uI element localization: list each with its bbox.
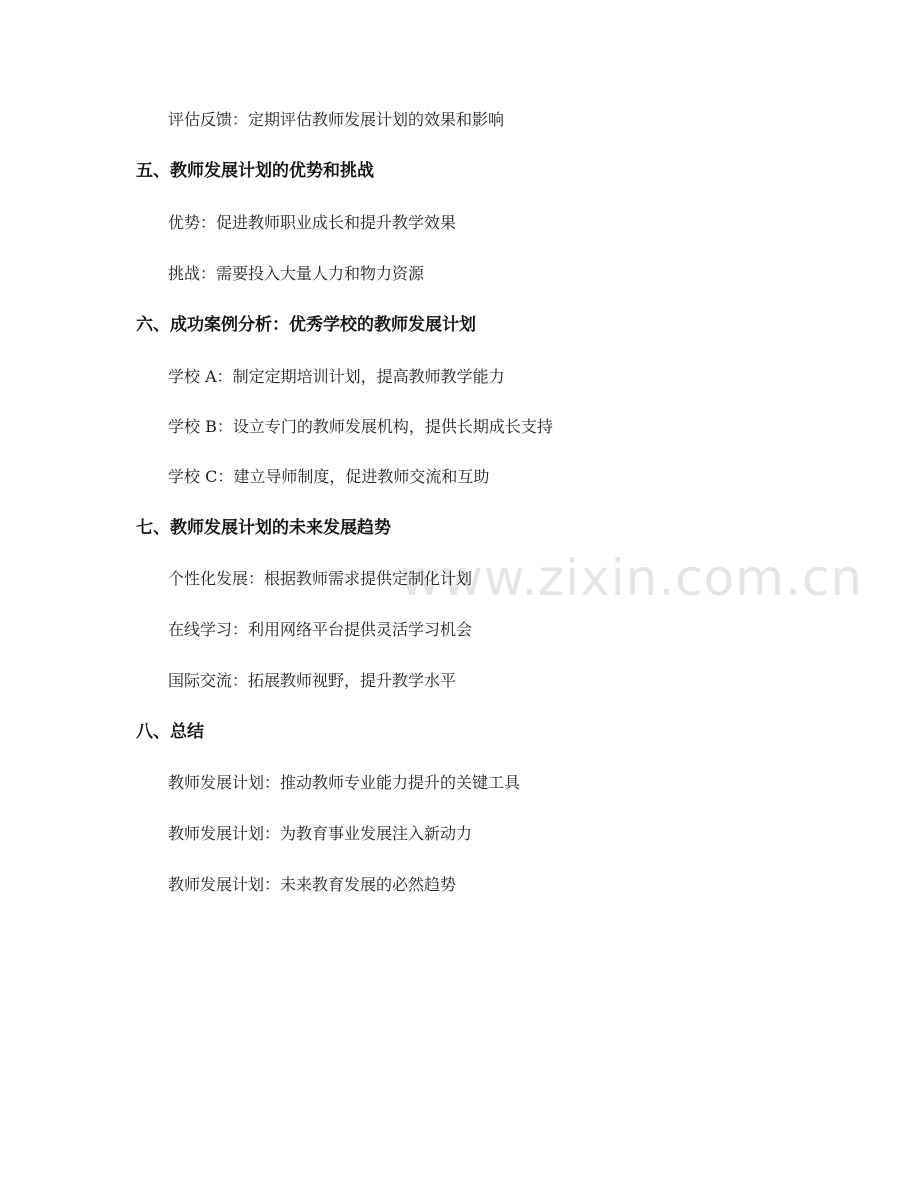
list-item: 教师发展计划：推动教师专业能力提升的关键工具: [168, 773, 521, 792]
section-heading: 八、总结: [136, 722, 204, 742]
section-heading: 六、成功案例分析：优秀学校的教师发展计划: [136, 315, 476, 335]
list-item: 优势：促进教师职业成长和提升教学效果: [168, 213, 457, 232]
list-item: 学校 A：制定定期培训计划，提高教师教学能力: [168, 367, 505, 386]
list-item: 教师发展计划：为教育事业发展注入新动力: [168, 824, 473, 843]
list-item: 国际交流：拓展教师视野，提升教学水平: [168, 671, 457, 690]
list-item: 个性化发展：根据教师需求提供定制化计划: [168, 569, 473, 588]
list-item: 教师发展计划：未来教育发展的必然趋势: [168, 875, 457, 894]
list-item: 学校 B：设立专门的教师发展机构，提供长期成长支持: [168, 417, 553, 436]
list-item: 在线学习：利用网络平台提供灵活学习机会: [168, 620, 473, 639]
section-heading: 五、教师发展计划的优势和挑战: [136, 161, 374, 181]
list-item: 学校 C：建立导师制度，促进教师交流和互助: [168, 467, 490, 486]
list-item: 评估反馈：定期评估教师发展计划的效果和影响: [168, 110, 505, 129]
list-item: 挑战：需要投入大量人力和物力资源: [168, 264, 425, 283]
watermark: www.zixin.com.cn: [400, 549, 864, 607]
section-heading: 七、教师发展计划的未来发展趋势: [136, 518, 391, 538]
